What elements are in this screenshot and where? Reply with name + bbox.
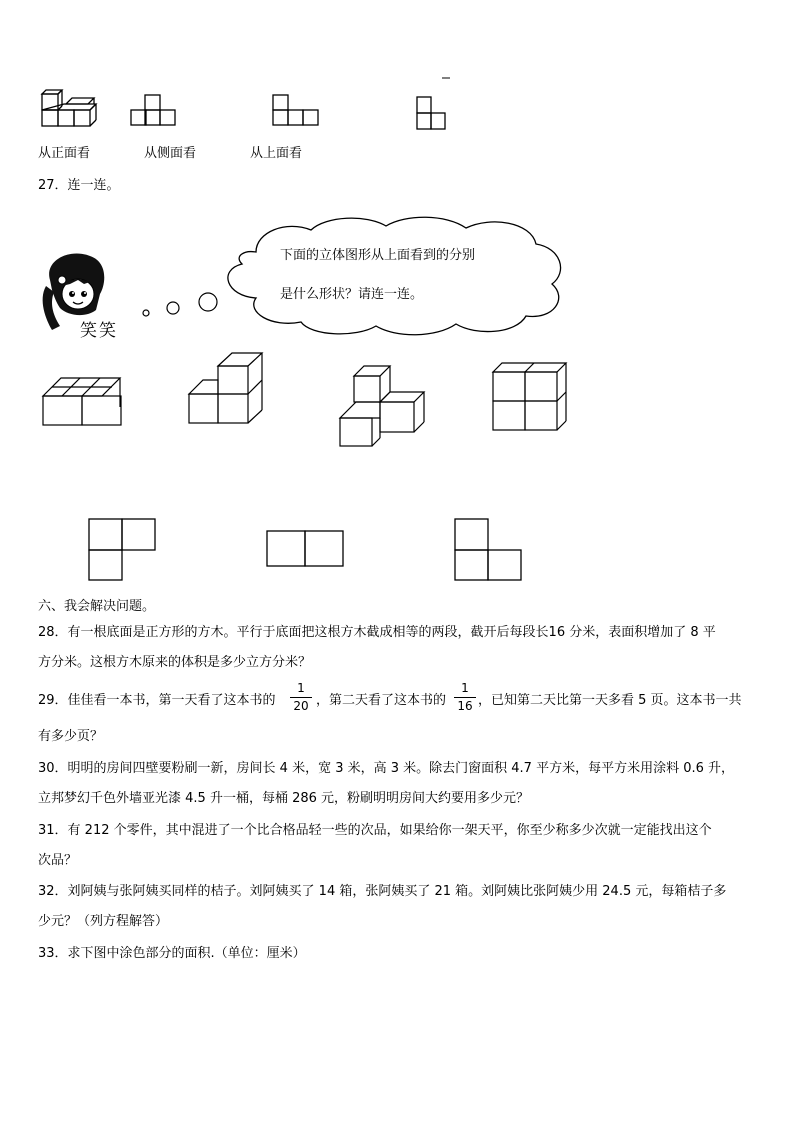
question-32-line-2: 少元？（列方程解答） [38,914,169,929]
question-29-part-3: ，已知第二天比第一天多看 5 页。这本书一共 [478,693,742,708]
view-side [272,94,320,128]
speech-cloud [216,212,576,340]
question-31-line-2: 次品？ [38,853,78,868]
solid-figure-c [338,364,428,448]
question-33-line-1: 33．求下图中涂色部分的面积.（单位：厘米） [38,946,306,961]
question-28-line-1: 28．有一根底面是正方形的方木。平行于底面把这根方木截成相等的两段，截开后每段长16 分米，表面积增加了 8 平 [38,625,716,640]
question-30-line-2: 立邦梦幻千色外墙亚光漆 4.5 升一桶，每桶 286 元，粉刷明明房间大约要用多少元？ [38,791,530,806]
cloud-text-line-1: 下面的立体图形从上面看到的分别 [280,248,476,263]
question-32-line-1: 32．刘阿姨与张阿姨买同样的桔子。刘阿姨买了 14 箱，张阿姨买了 21 箱。刘阿姨比张阿姨少用 24.5 元，每箱桔子多 [38,884,727,899]
fraction-2-bar [454,697,476,698]
solid-figure-top [38,86,100,130]
question-30-line-1: 30．明明的房间四壁要粉刷一新，房间长 4 米，宽 3 米，高 3 米。除去门窗面积 4.7 平方米，每平方米用涂料 0.6 升， [38,761,735,776]
fraction-1-20 [290,682,312,713]
question-27-title: 27．连一连。 [38,178,120,193]
solid-figure-d [492,362,568,432]
top-view-shape-2 [266,530,346,568]
solid-figure-b [188,352,264,426]
top-view-shape-1 [88,518,158,582]
question-29-part-2: ，第二天看了这本书的 [316,693,447,708]
fraction-2-denominator: 16 [457,699,473,713]
fraction-2-numerator: 1 [461,681,469,695]
question-31-line-1: 31．有 212 个零件，其中混进了一个比合格品轻一些的次品，如果给你一架天平，你至少称多少次就一定能找出这个 [38,823,712,838]
fraction-1-bar [290,697,312,698]
top-view-shape-3 [454,518,524,582]
fraction-1-denominator: 20 [293,699,309,713]
girl-name-label: 笑笑 [80,321,118,341]
solid-figure-a [42,370,122,428]
label-front-view: 从正面看 [38,146,91,161]
label-top-view: 从上面看 [250,146,303,161]
view-top [416,74,450,130]
fraction-1-16 [454,682,476,713]
question-28-line-2: 方分米。这根方木原来的体积是多少立方分米？ [38,655,312,670]
view-front [130,94,178,128]
section-6-title: 六、我会解决问题。 [38,599,156,614]
thought-bubbles [138,290,220,320]
cloud-text-line-2: 是什么形状？请连一连。 [280,287,424,302]
label-side-view: 从侧面看 [144,146,197,161]
fraction-1-numerator: 1 [297,681,305,695]
question-29-line-2: 有多少页？ [38,729,104,744]
question-29-part-1: 29．佳佳看一本书，第一天看了这本书的 [38,693,276,708]
